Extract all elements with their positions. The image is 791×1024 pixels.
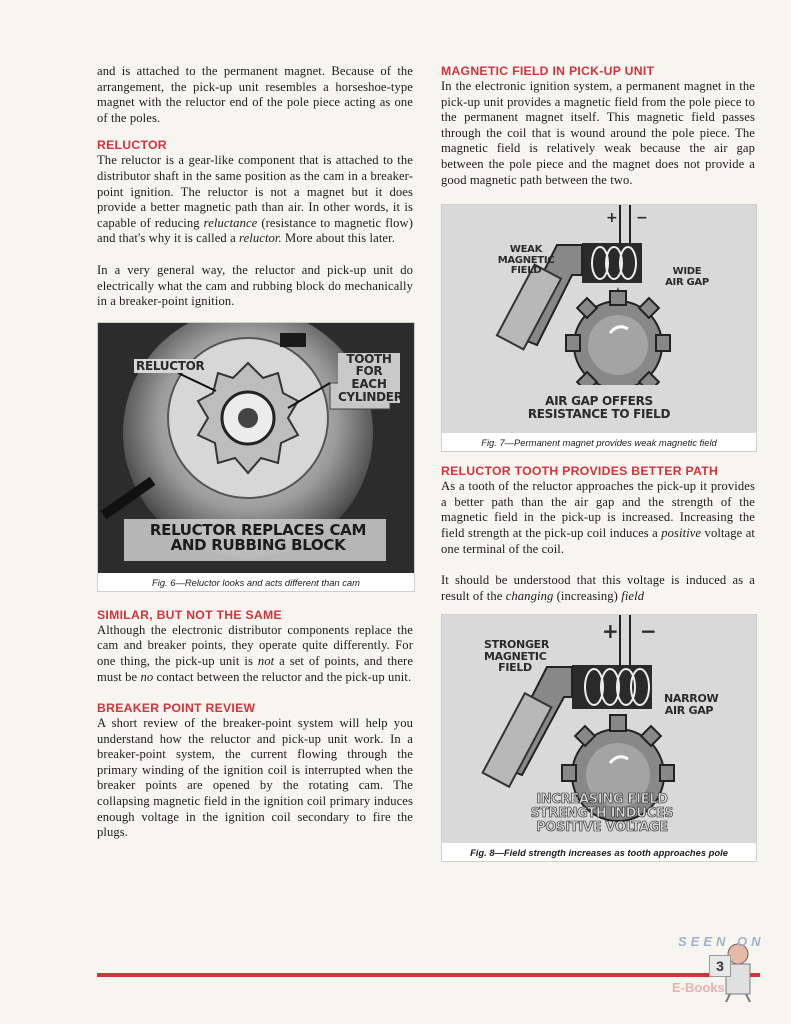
figure-6 <box>97 322 415 592</box>
label-reluctor: RELUCTOR <box>136 358 205 373</box>
strong-field-diagram <box>442 615 756 843</box>
label-narrow-gap: NARROW AIR GAP <box>664 692 719 717</box>
understood-paragraph: It should be understood that this voltage is induced as a result of the changing (increasing) field <box>441 573 755 603</box>
figure-8-caption: Fig. 8—Field strength increases as tooth approaches pole <box>470 847 728 859</box>
right-column <box>441 64 755 862</box>
tooth-paragraph: As a tooth of the reluctor approaches the pick-up it provides a better path than the air gap and the strength of the magnetic field in the pick-up is increased. Increasing the field strength at the pick-up coil induces a positive voltage at one terminal of the coil. <box>441 479 755 556</box>
label-tooth: TOOTH FOR EACH CYLINDER <box>338 351 403 404</box>
logo-text-top: SEEN ON <box>678 934 765 949</box>
left-column <box>97 64 413 841</box>
magnetic-paragraph: In the electronic ignition system, a permanent magnet in the pick-up unit provides a magnetic field from the pole piece to the permanent magnet itself. This magnetic field passes through the coil that is wound around the pole piece. The magnetic field is relatively weak because the air gap between the pole piece and the magnet does not provide a good magnetic path between the two. <box>441 79 755 187</box>
reluctor-photo <box>98 323 414 573</box>
similar-heading: SIMILAR, BUT NOT THE SAME <box>97 607 282 622</box>
label-air-gap-resistance: AIR GAP OFFERS RESISTANCE TO FIELD <box>527 394 671 421</box>
label-weak-field: WEAK MAGNETIC FIELD <box>497 244 555 277</box>
intro-paragraph: and is attached to the permanent magnet. Because of the arrangement, the pick-up unit resembles a horseshoe-type magnet with the reluctor end of the pole piece acting as one of the poles. <box>97 64 413 125</box>
figure-8 <box>441 614 757 862</box>
weak-field-diagram <box>442 205 756 433</box>
minus-sign: − <box>636 210 648 227</box>
review-paragraph: A short review of the breaker-point system will help you understand how the reluctor and pick-up unit work. In a breaker-point system, the current flowing through the primary winding of the ignition coil is interrupted when the breaker points are opened by the rotating cam. The collapsing magnetic field in the ignition coil primary induces enough voltage in the ignition coil secondary to fire the plugs. <box>97 716 413 840</box>
label-increasing-field: INCREASING FIELD STRENGTH INDUCES POSITIVE VOLTAGE <box>530 792 674 835</box>
footer-rule <box>97 973 760 977</box>
label-wide-gap: WIDE AIR GAP <box>665 266 709 288</box>
plus-sign: + <box>602 619 619 644</box>
figure-7-caption: Fig. 7—Permanent magnet provides weak magnetic field <box>481 437 717 449</box>
plus-sign: + <box>606 210 618 227</box>
similar-paragraph: Although the electronic distributor components replace the cam and breaker points, they operate quite differently. For one thing, the pick-up unit is not a set of points, and there must be no contact between the reluctor and the pick-up unit. <box>97 622 414 684</box>
reluctor-paragraph: The reluctor is a gear-like component that is attached to the distributor shaft in the same position as the cam in a breaker-point ignition. The reluctor is not a magnet but it does provide a better magnetic path than air. In other words, it is capable of reducing reluctance (resistance to magnetic flow) and that's why it is called a reluctor. More about this later. <box>97 153 413 246</box>
label-replaces: RELUCTOR REPLACES CAM AND RUBBING BLOCK <box>149 520 367 555</box>
review-heading: BREAKER POINT REVIEW <box>97 701 256 716</box>
logo-text-bottom: E-Books <box>672 980 725 995</box>
figure-6-caption: Fig. 6—Reluctor looks and acts different than cam <box>152 576 360 588</box>
label-stronger-field: STRONGER MAGNETIC FIELD <box>484 638 550 675</box>
magnetic-heading: MAGNETIC FIELD IN PICK-UP UNIT <box>441 64 655 78</box>
minus-sign: − <box>640 619 657 644</box>
tooth-heading: RELUCTOR TOOTH PROVIDES BETTER PATH <box>441 464 719 479</box>
page-number: 3 <box>709 955 731 977</box>
reluctor-heading: RELUCTOR <box>97 138 167 153</box>
general-paragraph: In a very general way, the reluctor and pick-up unit do electrically what the cam and rubbing block do mechanically in a breaker-point ignition. <box>97 262 413 309</box>
figure-7 <box>441 204 757 452</box>
